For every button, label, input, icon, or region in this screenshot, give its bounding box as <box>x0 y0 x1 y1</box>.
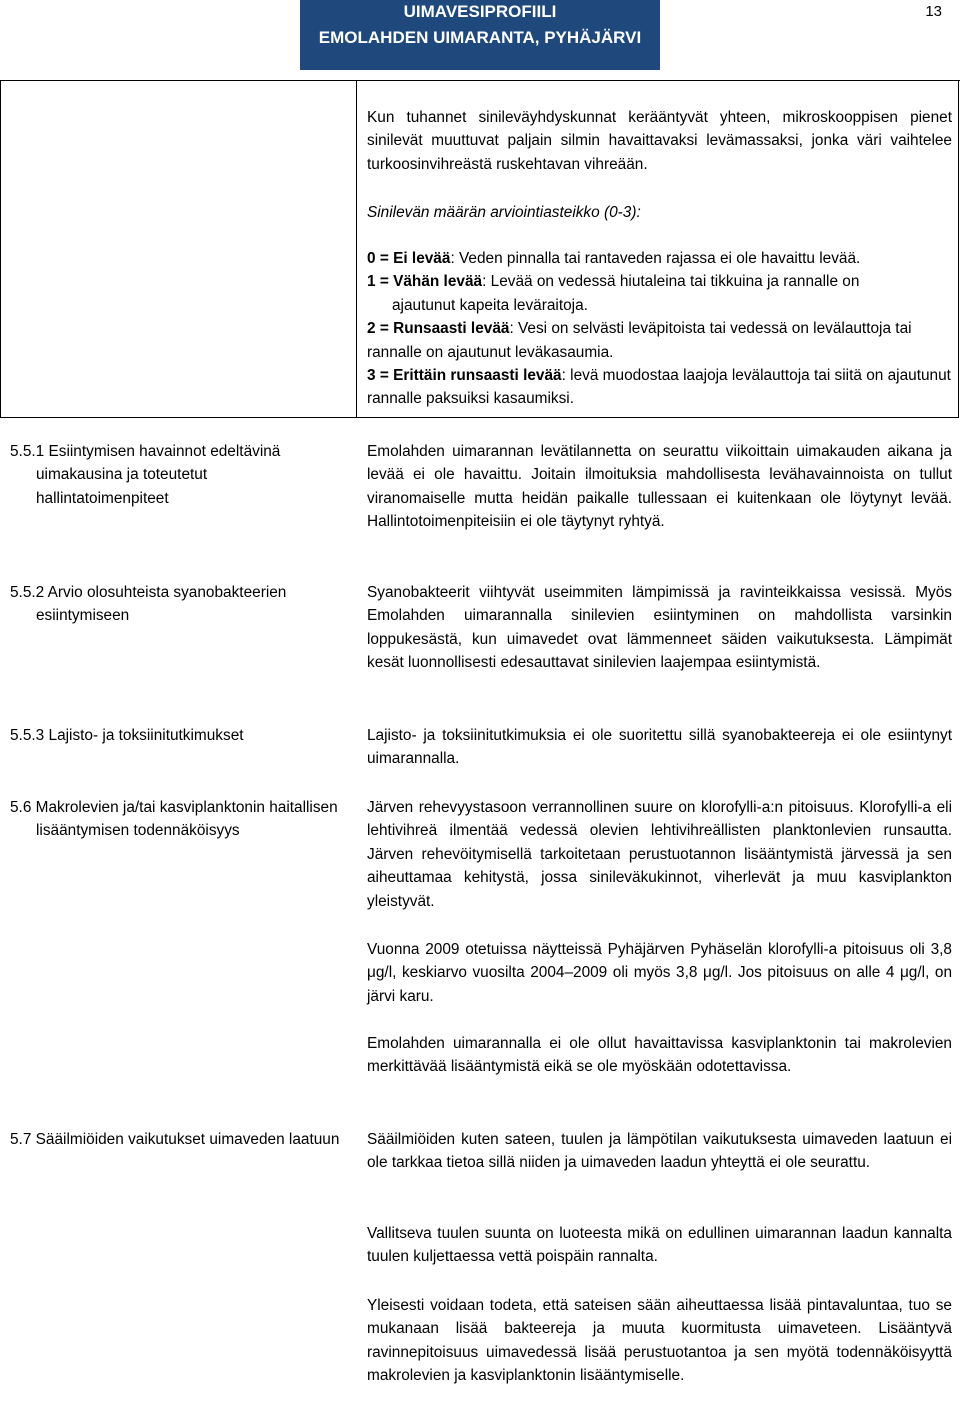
section-text-5-5-3: Lajisto- ja toksiinitutkimuksia ei ole suoritettu sillä syanobakteereja ei ole esiintynyt uimarannalla. <box>367 727 952 768</box>
section-text-5-5-1: Emolahden uimarannan levätilannetta on seurattu viikoittain uimakauden aikana ja levää ei ole havaittu. Joitain ilmoituksia mahdollisesta levähavainnoista on tullut viranomaiselle mutta heidän paikalle tullessaan ei kuitenkaan ole löytynyt levää. Hallintotoimenpiteisiin ei ole täytynyt ryhtyä. <box>367 443 952 531</box>
scale-desc: : levä muodostaa laajoja levälauttoja tai siitä on ajautunut rannalle paksuiksi kasaumiksi. <box>367 367 951 408</box>
page-header <box>300 0 660 70</box>
section-text-5-6-p1: Järven rehevyystasoon verrannollinen suure on klorofylli-a:n pitoisuus. Klorofylli-a eli lehtivihreä ilmentää vedessä olevien lehtivihreällisten planktonlevien runsautta. Järven rehevöitymisellä tarkoitetaan perustuotannon lisääntymistä järvessä ja sen aiheuttamaa kehitystä, jossa sinileväkukinnot, viherlevät ja muu kasviplankton yleistyvät. <box>367 799 952 910</box>
scale-key: 0 = Ei levää <box>367 250 451 267</box>
intro-paragraph: Kun tuhannet sinileväyhdyskunnat kerääntyvät yhteen, mikroskooppisen pienet sinilevät muuttuvat paljain silmin havaittavaksi levämassaksi, jonka väri vaihtelee turkoosinvihreästä ruskehtavan vihreään. <box>367 109 952 173</box>
scale-item-1-continued: ajautunut kapeita leväraitoja. <box>392 296 588 314</box>
scale-item-1 <box>367 270 952 293</box>
scale-item-2 <box>367 317 952 364</box>
header-subtitle: EMOLAHDEN UIMARANTA, PYHÄJÄRVI <box>318 28 642 47</box>
scale-key: 3 = Erittäin runsaasti levää <box>367 367 562 385</box>
scale-item-3 <box>367 364 952 411</box>
section-title-5-5-3: 5.5.3 Lajisto- ja toksiinitutkimukset <box>10 727 244 744</box>
section-title-5-7: 5.7 Sääilmiöiden vaikutukset uimaveden laatuun <box>10 1131 340 1148</box>
section-text-5-6-p3: Emolahden uimarannalla ei ole ollut havaittavissa kasviplanktonin tai makrolevien merkittävää lisääntymistä eikä se ole myöskään odotettavissa. <box>367 1035 952 1076</box>
scale-list <box>367 247 952 411</box>
scale-title: Sinilevän määrän arviointiasteikko (0-3): <box>367 204 641 221</box>
scale-key: 1 = Vähän levää <box>367 273 483 291</box>
page-number: 13 <box>925 3 942 20</box>
header-title: UIMAVESIPROFIILI <box>403 2 557 21</box>
section-text-5-5-2: Syanobakteerit viihtyvät useimmiten lämpimissä ja ravinteikkaissa vesissä. Myös Emolahden uimarannalla sinilevien esiintyminen on mahdollista varsinkin loppukesästä, kun uimavedet ovat lämmenneet säiden vaikutuksesta. Lämpimät kesät luonnollisesti edesauttavat sinilevien laajempaa esiintymistä. <box>367 584 952 672</box>
section-text-5-6-p2: Vuonna 2009 otetuissa näytteissä Pyhäjärven Pyhäselän klorofylli-a pitoisuus oli 3,8 μg/l, keskiarvo vuosilta 2004–2009 oli myös 3,8 μg/l. Jos pitoisuus on alle 4 μg/l, on järvi karu. <box>367 941 952 1005</box>
scale-desc: : Levää on vedessä hiutaleina tai tikkuina ja rannalle on <box>482 273 860 291</box>
scale-item-0 <box>367 247 952 270</box>
section-title-5-6: 5.6 Makrolevien ja/tai kasviplanktonin haitallisen lisääntymisen todennäköisyys <box>10 799 338 840</box>
section-text-5-7-p1: Sääilmiöiden kuten sateen, tuulen ja lämpötilan vaikutuksesta uimaveden laatuun ei ole tarkkaa tietoa sillä niiden ja uimaveden laadun yhteyttä ei ole seurattu. <box>367 1131 952 1172</box>
section-title-5-5-2: 5.5.2 Arvio olosuhteista syanobakteerien esiintymiseen <box>10 584 287 625</box>
section-title-5-5-1: 5.5.1 Esiintymisen havainnot edeltävinä uimakausina ja toteutetut hallintatoimenpiteet <box>10 443 281 507</box>
section-text-5-7-p2: Vallitseva tuulen suunta on luoteesta mikä on edullinen uimarannan laadun kannalta tuulen kuljettaessa vettä poispäin rannalta. <box>367 1225 952 1266</box>
intro-left-cell <box>0 80 357 418</box>
scale-desc: : Veden pinnalla tai rantaveden rajassa ei ole havaittu levää. <box>450 250 861 267</box>
scale-key: 2 = Runsaasti levää <box>367 320 510 338</box>
scale-desc: : Vesi on selvästi leväpitoista tai vedessä on levälauttoja tai rannalle on ajautunut leväkasaumia. <box>367 320 912 361</box>
section-text-5-7-p3: Yleisesti voidaan todeta, että sateisen sään aiheuttaessa lisää pintavaluntaa, tuo se mukanaan lisää bakteereja ja muuta kuormitusta uimaveteen. Lisääntyvä ravinnepitoisuus uimavedessä lisää perustuotantoa ja sen myötä todennäköisyyttä makrolevien ja kasviplanktonin lisääntymiselle. <box>367 1297 952 1385</box>
